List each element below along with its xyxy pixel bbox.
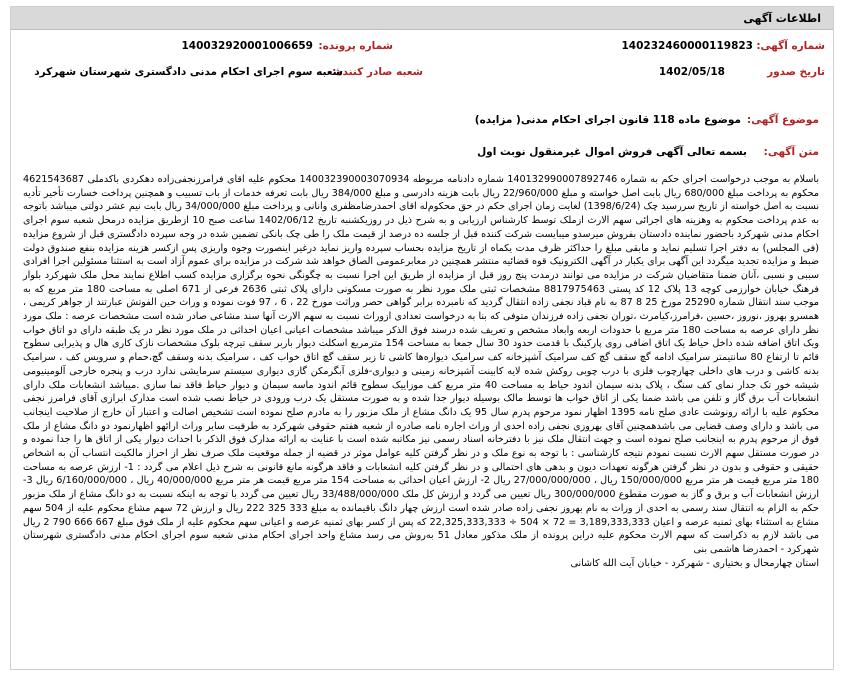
ad-page [10, 6, 834, 670]
text-intro: بسمه تعالی آگهی فروش اموال غیرمنقول نوبت اول [477, 146, 747, 158]
date-label: تاریخ صدور [767, 66, 825, 78]
ad-number-label: شماره آگهی: [756, 40, 825, 52]
case-number: 140032920001006659 [181, 40, 313, 52]
ad-meta [11, 30, 833, 170]
ad-body [23, 173, 819, 570]
ad-info-header [11, 7, 833, 30]
issuer: شعبه سوم اجرای احکام مدنی دادگستری شهرستان شهرکرد [34, 66, 343, 78]
case-number-label: شماره پرونده: [318, 40, 393, 52]
ad-body-paragraph: باسلام به موجب درخواست اجرای حکم به شماره 140132990007892746 شماره دادنامه مربوطه 140032390003070934 محکوم علیه اقای فرامرزنجفی‌زاده دهکردی باکدملی 4621543687 محکوم به پرداخت مبلغ 680/000 ریال بابت اصل خواسته و مبلغ 22/960/000 ریال بابت هزینه دادرسی و مبلغ 384/000 ریال بابت تعرفه خدمات از باب تسبیب و همچنین پرداخت خسارت تأخیر تأدیه نسبت به اصل خواسته از تاریخ سررسید چک (1398/6/24) لغایت زمان اجرای حکم در حق محکوم‌له اقای احمدرضامظفری وانانی و پرداخت مبلغ 34/000/000 ریال بابت نیم عشر دولتی میباشد باتوجه به عدم پرداخت محکوم به وهزینه های اجرائی سهم الارث ازملک توسط کارشناس ارزیابی و به شرح ذیل در روزیکشنبه تاریخ 1402/06/12 ساعت صبح 10 ازطریق مزایده درمحل شعبه سوم اجرای احکام مدنی شهرکرد باحضور نماینده دادستان بفروش میرسدو میبایست شرکت کننده قبل از جلسه ده درصد از قیمت ملک را طی چک بانکی تضمین شده در وجه سپرده دادگستری قبل از شروع مزایده (فی المجلس) به دفتر اجرا تسلیم نماید و مابقی مبلغ را حداکثر ظرف مدت یکماه از تاریخ مزایده بحساب سپرده واریز نماید درغیر اینصورت وجوه واریزی پس ازکسر هزینه مزایده بنفع صندوق دولت ضبط و مزایده تجدید میگردد این آگهی برای یکبار در آگهی الکترونیک قوه قضائیه منتشر همچنین در معابرعمومی الصاق خواهد شد شرکت در مزایده برای عموم آزاد است به استثنا مسئولین اجرا افرادی سببی و نسبی ،آنان ضمنا متقاضیان شرکت در مزایده می توانند درمدت پنج روز قبل از مزایده از طریق این اجرا نسبت به چگونگی نحوه برگزاری مزایده کسب اطلاع نمایند محل ملک شهرکرد بلوار فرهنگ خیابان خوارزمی کوچه 13 پلاک 12 کد پستی 8817975463 مشخصات ثبتی ملک مورد نظر به صورت مسکونی دارای پلاک ثبتی 2636 فرعی از 671 اصلی به مساحت 180 متر مربع که به موجب سند انتقال شماره 25290 مورخ 25 8 87 به نام قباد نجفی زاده انتقال گردید که نامبرده برابر گواهی حصر وراثت مورخ 22 ، 6 ، 97 فوت نموده و وراث حین الفوتش عبارتند از جواهر کریمی ، همسرو بهروز ،نوروز ،حسین ،فرامرز،کیامرث ،توران نجفی زاده فرزندان متوفی که بنا به درخواست تعدادی ازوراث نسبت به سهم الارث آنها سند مشاعی صادر شده است مشخصات عرصه : ملک مورد نظر دارای عرصه به مساحت 180 متر مربع با حدودات اربعه وابعاد مشخص و تعریف شده درسند فوق الذکر میباشد مشخصات اعیانی اعیان احداثی در ملک مورد نظر در یک طبقه دارای دو اتاق خواب ویک اتاق اضافه شده داخل حیاط یک اتاق اضافی روی پارکینگ با قدمت حدود 30 سال جمعا به مساحت 154 مترمربع اسکلت دیوار باربر سقف تیرچه بلوک مشخصات نازک کاری هال و پذیرایی سطوح قائم تا ارتفاع 80 سانتیمتر سرامیک ادامه گچ سقف گچ کف سرامیک آشپزخانه کف سرامیک دیواره‌ها کاشی تا زیر سقف گچ اتاق خواب کف ، سرامیک بدنه وسقف گچ،حمام و سرویس کف ، سرامیک بدنه کاشی و درب های داخلی چهارچوب فلزی با درب چوبی روکش شده لایه کابینت آشپزخانه زمینی و دیواری-فلزی آبگرمکن گازی دیواری سیستم سرمایشی ندارد درب و پنجره خارجی آلومینیومی شیشه خور تک جدار نمای کف سنگ ، پلاک بدنه سیمان اندود حیاط به مساحت 40 متر مربع کف موزاییک سطوح قائم اندود ماسه سیمان و دیوار حیاط فاقد نما سازی .میباشد انشعابات ملک دارای انشعابات آب برق گاز و تلفن می باشد ضمنا یکی از اتاق خواب ها توسط مالک بوسیله دیوار جدا شده و به صورت مستقل یک درب ورودی در حیاط نصب شده است مدارک ابرازی آقای فرامرز نجفی محکوم علیه با ارائه رونوشت عادی صلح نامه 1395 اظهار نمود مرحوم پدرم سال 95 یک دانگ مشاع از ملک مزبور را به مادرم صلح نموده است تشخیص اصالت و اعتبار آن خارج از صلاحیت اینجانب می باشد و دارای وصف قضایی می باشدهمچنین آقای بهروزی نجفی زاده احدی از وراث اجاره نامه صادره از شعبه هفتم حقوقی شهرکرد به طرفیت سایر وراث ارائهو اظهارنمود دو دانگ مشاع از ملک فوق از مرحوم پدرم به اینجانب صلح نموده است و جهت انتقال ملک نیز با دفترخانه اسناد رسمی نیز مکاتبه شده است با عنایت به ارائه مدارک فوق الذکر با احداث دیوار یکی از اتاق ها را جدا نموده و در صورت مستقل سهم الارث نسبت نمودم نتیجه کارشناسی : با توجه به نوع ملک و در نظر گرفتن کلیه عوامل موثر در قضیه از جمله موقعیت ملک صرف نظر از احراز مالکیت انتساب آن به اشخاص حقیقی و حقوقی و بدون در نظر گرفتن هرگونه تعهدات دیون و بدهی های احتمالی و در نظر گرفتن کلیه انشعابات و فاقد هرگونه مانع قانونی به شرح ذیل اعلام می گردد : 1- ارزش عرصه به مساحت 180 متر مربع قیمت هر متر مربع 150/000/000 ریال ، 27/000/000/000 ریال 2- ارزش اعیان احداثی به مساحت 154 متر مربع قیمت هر متر مربع 40/000/000 ریال ، 6/160/000/000 ریال 3- ارزش انشعابات آب و برق و گاز به صورت مقطوع 300/000/000 ریال تعیین می گردد و ارزش کل ملک 33/488/000/000 ریال تعیین می گردد با توجه به اینکه نسبت به دو دانگ مشاع از ملک مزبور حکم به الزام به انتقال سند رسمی به احدی از وراث به نام بهروز نجفی زاده صادر شده است ارزش چهار دانگ باقیمانده به مبلغ 333 325 222 ریال و ارزش 72 سهم مشاع محکوم علیه از 504 سهم مشاع به استثناء بهای ثمنیه عرصه و اعیان 3,189,333,333 = 72 × 504 ÷ 22,325,333,333 که پس از کسر بهای ثمنیه عرصه و اعیانی سهم محکوم علیه از ملک فوق مبلغ 667 666 790 2 ریال می باشد لازم به ذکراست که سهم الارث محکوم علیه دراین پرونده از ملک مذکور معادل 51 به‌روش می رسد مشاع واحد اجرای احکام مدنی شعبه سوم اجرای احکام مدنی دادگستری شهرستان شهرکرد - احمدرضا هاشمی بنی [23, 174, 820, 555]
subject-label: موضوع آگهی: [746, 114, 819, 126]
issuer-label: شعبه صادر کننده: [332, 66, 423, 78]
text-label: متن آگهی: [763, 146, 819, 158]
ad-address: استان چهارمحال و بختیاری - شهرکرد - خیابان آیت الله کاشانی [570, 557, 819, 569]
issue-date: 1402/05/18 [658, 66, 725, 78]
ad-number: 140232460000119823 [621, 40, 753, 52]
ad-info-title: اطلاعات آگهی [743, 11, 821, 25]
subject: موضوع ماده 118 قانون اجرای احکام مدنی( مزایده) [474, 114, 741, 126]
